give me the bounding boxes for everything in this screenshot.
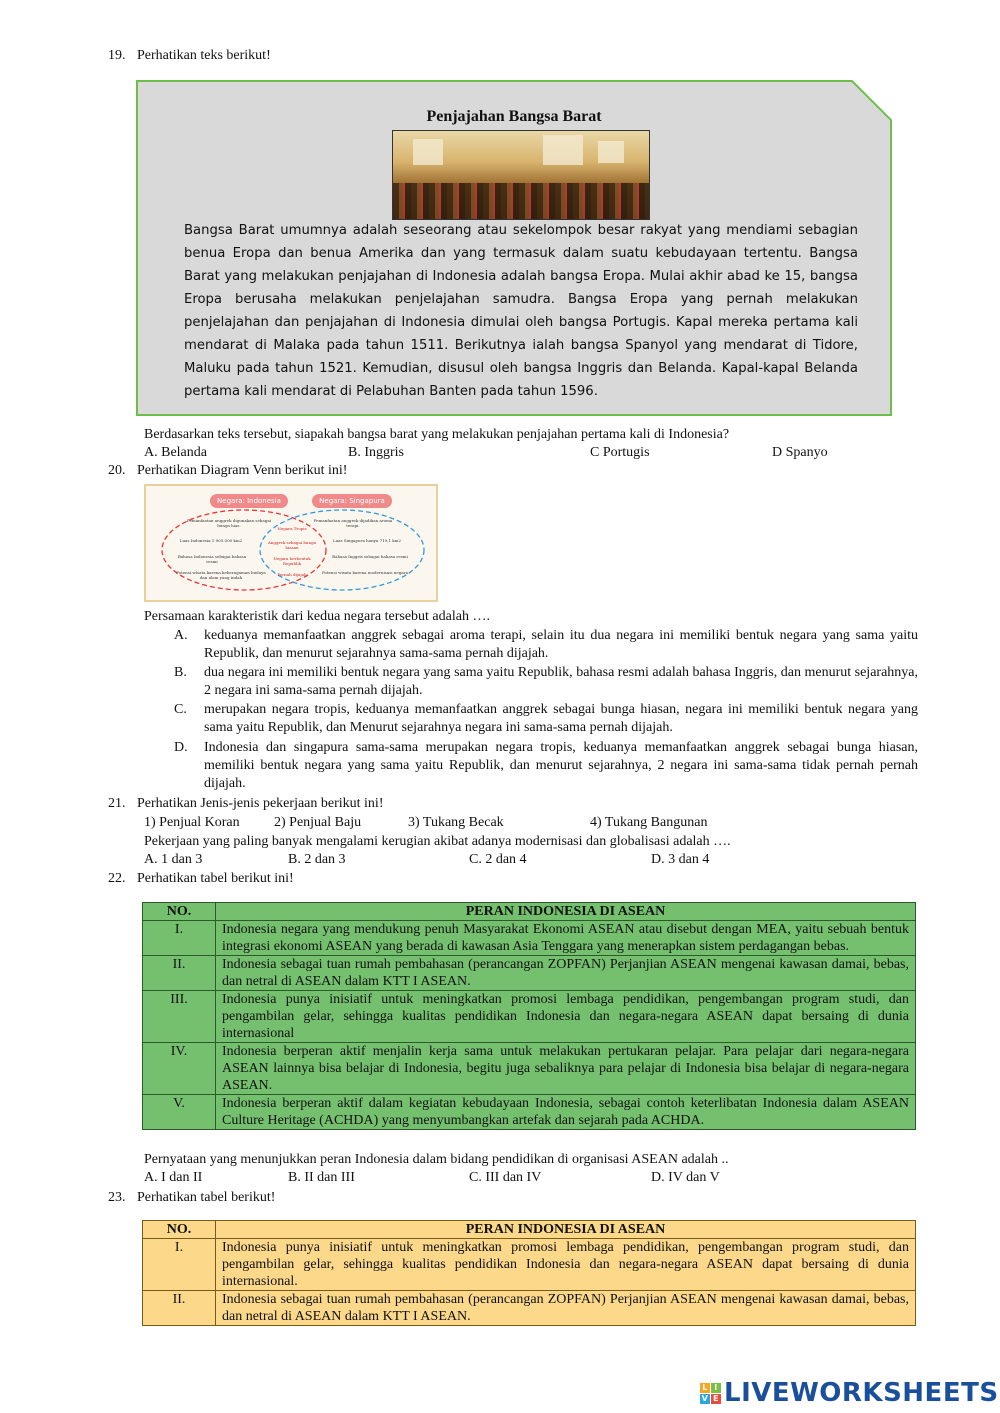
q21-number: 21. [108,796,126,811]
q20-option-d-letter[interactable]: D. [174,740,188,755]
q20-prompt: Perhatikan Diagram Venn berikut ini! [137,463,348,478]
q21-job-1: 1) Penjual Koran [144,815,240,830]
q20-option-a-letter[interactable]: A. [174,628,188,643]
passage-text: Bangsa Barat umumnya adalah seseorang atau sekelompok besar rakyat yang mendiami sebagian benua Eropa dan benua Amerika dan yang termasuk dalam suatu kebudayaan tertentu. Bangsa Barat yang melakukan penjajahan di Indonesia adalah bangsa Eropa. Mulai akhir abad ke 15, bangsa Eropa berusaha melakukan penjelajahan samudra. Bangsa Eropa yang pernah melakukan penjelajahan dan penjajahan di Indonesia dimulai oleh bangsa Portugis. Kapal mereka pertama kali mendarat di Malaka pada tahun 1511. Berikutnya ialah bangsa Spanyol yang mendarat di Tidore, Maluku pada tahun 1521. Kemudian, disusul oleh bangsa Inggris dan Belanda. Kapal-kapal Belanda pertama kali mendarat di Pelabuhan Banten pada tahun 1596. [184,223,858,399]
row-no: II. [143,956,216,991]
box-title: Penjajahan Bangsa Barat [426,108,602,125]
row-text: Indonesia berperan aktif menjalin kerja sama untuk melakukan pertukaran pelajar. Para pelajar dari negara-negara ASEAN lainnya bisa belajar di Indonesia, begitu juga sebaliknya para pelajar di Indonesia bisa belajar di negara-negara ASEAN. [216,1043,916,1095]
q20-number: 20. [108,463,126,478]
venn-mid-3: Negara berbentuk Republik [273,556,311,566]
q23-number: 23. [108,1190,126,1205]
venn-mid-4: Pernah dijajah [277,572,307,577]
row-no: II. [143,1291,216,1326]
asean-role-table-2 [142,1220,916,1326]
q19-option-c[interactable]: C Portugis [590,445,650,460]
q20-option-b-letter[interactable]: B. [174,665,187,680]
venn-right-2: Luas Singapura hanya 719,1 km2 [332,538,402,543]
table-row [143,921,916,956]
table-header-row [143,903,916,921]
q21-job-3: 3) Tukang Becak [408,815,504,830]
q23-prompt: Perhatikan tabel berikut! [137,1190,276,1205]
table-row [143,956,916,991]
venn-right-1: Pemanfaatan anggrek dijadikan aroma terapi. [313,518,393,528]
q19-number: 19. [108,48,126,63]
table-row [143,991,916,1043]
venn-right-3: Bahasa Inggris sebagai bahasa resmi [332,554,408,559]
q20-option-a[interactable]: keduanya memanfaatkan anggrek sebagai aroma terapi, selain itu dua negara ini memiliki bentuk negara yang sama yaitu Republik, dan menurut sejarahnya sama-sama pernah dijajah. [204,628,918,661]
q22-option-c[interactable]: C. III dan IV [469,1170,542,1185]
row-no: IV. [143,1043,216,1095]
row-no: I. [143,921,216,956]
row-text: Indonesia berperan aktif dalam kegiatan kebudayaan Indonesia, sebagai contoh keterlibatan Indonesia dalam ASEAN Culture Heritage (ACHDA) yang menyumbangkan artefak dan sejarah pada ACHDA. [216,1095,916,1130]
q22-option-d[interactable]: D. IV dan V [651,1170,720,1185]
row-text: Indonesia sebagai tuan rumah pembahasan (perancangan ZOPFAN) Perjanjian ASEAN mengenai kawasan damai, bebas, dan netral di ASEAN dalam KTT I ASEAN. [216,1291,916,1326]
logo-text: LIVEWORKSHEETS [724,1378,999,1408]
venn-left-2: Luas Indonesia 1.905.000 km2 [179,538,243,543]
venn-left-3: Bahasa Indonesia sebagai bahasa resmi [177,554,247,564]
q20-option-c[interactable]: merupakan negara tropis, keduanya memanfaatkan anggrek sebagai bunga hiasan, negara ini memiliki bentuk negara yang sama yaitu Republik, dan Menurut sejarahnya negara ini sama-sama pernah dijajah. [204,702,918,735]
q21-prompt: Perhatikan Jenis-jenis pekerjaan berikut ini! [137,796,384,811]
q20-option-c-letter[interactable]: C. [174,702,187,717]
q22-question: Pernyataan yang menunjukkan peran Indonesia dalam bidang pendidikan di organisasi ASEAN adalah .. [144,1152,729,1167]
logo-mark-icon: L I V E [700,1383,721,1404]
venn-mid-2: Anggrek sebagai bunga hiasan [267,540,317,550]
q21-option-a[interactable]: A. 1 dan 3 [144,852,203,867]
q19-option-a[interactable]: A. Belanda [144,445,207,460]
q22-prompt: Perhatikan tabel berikut ini! [137,871,294,886]
venn-mid-1: Negara Tropis [277,526,307,531]
venn-left-4: Potensi wisata karena keberagaman budaya dan alam yang indah [176,570,266,580]
row-no: III. [143,991,216,1043]
q22-option-b[interactable]: B. II dan III [288,1170,355,1185]
q19-prompt: Perhatikan teks berikut! [137,48,271,63]
venn-label-indonesia: Negara: Indonesia [210,494,288,508]
asean-role-table [142,902,916,1130]
row-no: I. [143,1239,216,1291]
row-text: Indonesia punya inisiatif untuk meningkatkan promosi lembaga pendidikan, pengembangan program studi, dan pengambilan gelar, sehingga kualitas pendidikan Indonesia dan negara-negara ASEAN dapat bersaing di dunia internasional [216,991,916,1043]
q21-job-2: 2) Penjual Baju [274,815,362,830]
q20-option-b[interactable]: dua negara ini memiliki bentuk negara yang sama yaitu Republik, bahasa resmi adalah bahasa Inggris, dan menurut sejarahnya, 2 negara ini sama-sama pernah dijajah. [204,665,918,698]
reading-box [136,80,892,416]
row-text: Indonesia punya inisiatif untuk meningkatkan promosi lembaga pendidikan, pengembangan program studi, dan pengambilan gelar, sehingga kualitas pendidikan Indonesia dan negara-negara ASEAN dapat bersaing di dunia internasional. [216,1239,916,1291]
painting-image [392,130,650,220]
q21-option-b[interactable]: B. 2 dan 3 [288,852,346,867]
table-row [143,1239,916,1291]
q20-option-d[interactable]: Indonesia dan singapura sama-sama merupakan negara tropis, keduanya memanfaatkan anggrek sebagai bunga hiasan, memiliki bentuk negara yang sama yaitu Republik, dan menurut sejarahnya, 2 negara ini sama-sama tidak pernah pernah dijajah. [204,740,918,791]
q21-question: Pekerjaan yang paling banyak mengalami kerugian akibat adanya modernisasi dan globalisasi adalah …. [144,834,731,849]
row-text: Indonesia sebagai tuan rumah pembahasan (perancangan ZOPFAN) Perjanjian ASEAN mengenai kawasan damai, bebas, dan netral di ASEAN dalam KTT I ASEAN. [216,956,916,991]
liveworksheets-logo[interactable] [700,1380,999,1406]
table-row [143,1095,916,1130]
venn-right-4: Potensi wisata karena modernisasi negara [322,570,408,575]
venn-left-1: Pemanfaatan anggrek digunakan sebagai bunga hias. [187,518,271,528]
row-text: Indonesia negara yang mendukung penuh Masyarakat Ekonomi ASEAN atau disebut dengan MEA, yaitu sebuah bentuk integrasi ekonomi ASEAN yang berada di kawasan Asia Tenggara yang menerapkan sistem perdagangan bebas. [216,921,916,956]
q19-option-d[interactable]: D Spanyo [772,445,828,460]
q19-option-b[interactable]: B. Inggris [348,445,404,460]
table-row [143,1291,916,1326]
q22-number: 22. [108,871,126,886]
row-no: V. [143,1095,216,1130]
header-no: NO. [143,903,216,921]
q20-question: Persamaan karakteristik dari kedua negara tersebut adalah …. [144,609,490,624]
venn-label-singapura: Negara: Singapura [312,494,392,508]
q22-option-a[interactable]: A. I dan II [144,1170,203,1185]
q21-option-d[interactable]: D. 3 dan 4 [651,852,710,867]
q21-job-4: 4) Tukang Bangunan [590,815,708,830]
table-header-row [143,1221,916,1239]
header-role: PERAN INDONESIA DI ASEAN [216,1221,916,1239]
q21-option-c[interactable]: C. 2 dan 4 [469,852,527,867]
table-row [143,1043,916,1095]
q19-question: Berdasarkan teks tersebut, siapakah bangsa barat yang melakukan penjajahan pertama kali di Indonesia? [144,427,730,442]
venn-diagram [144,484,438,602]
header-no: NO. [143,1221,216,1239]
header-role: PERAN INDONESIA DI ASEAN [216,903,916,921]
